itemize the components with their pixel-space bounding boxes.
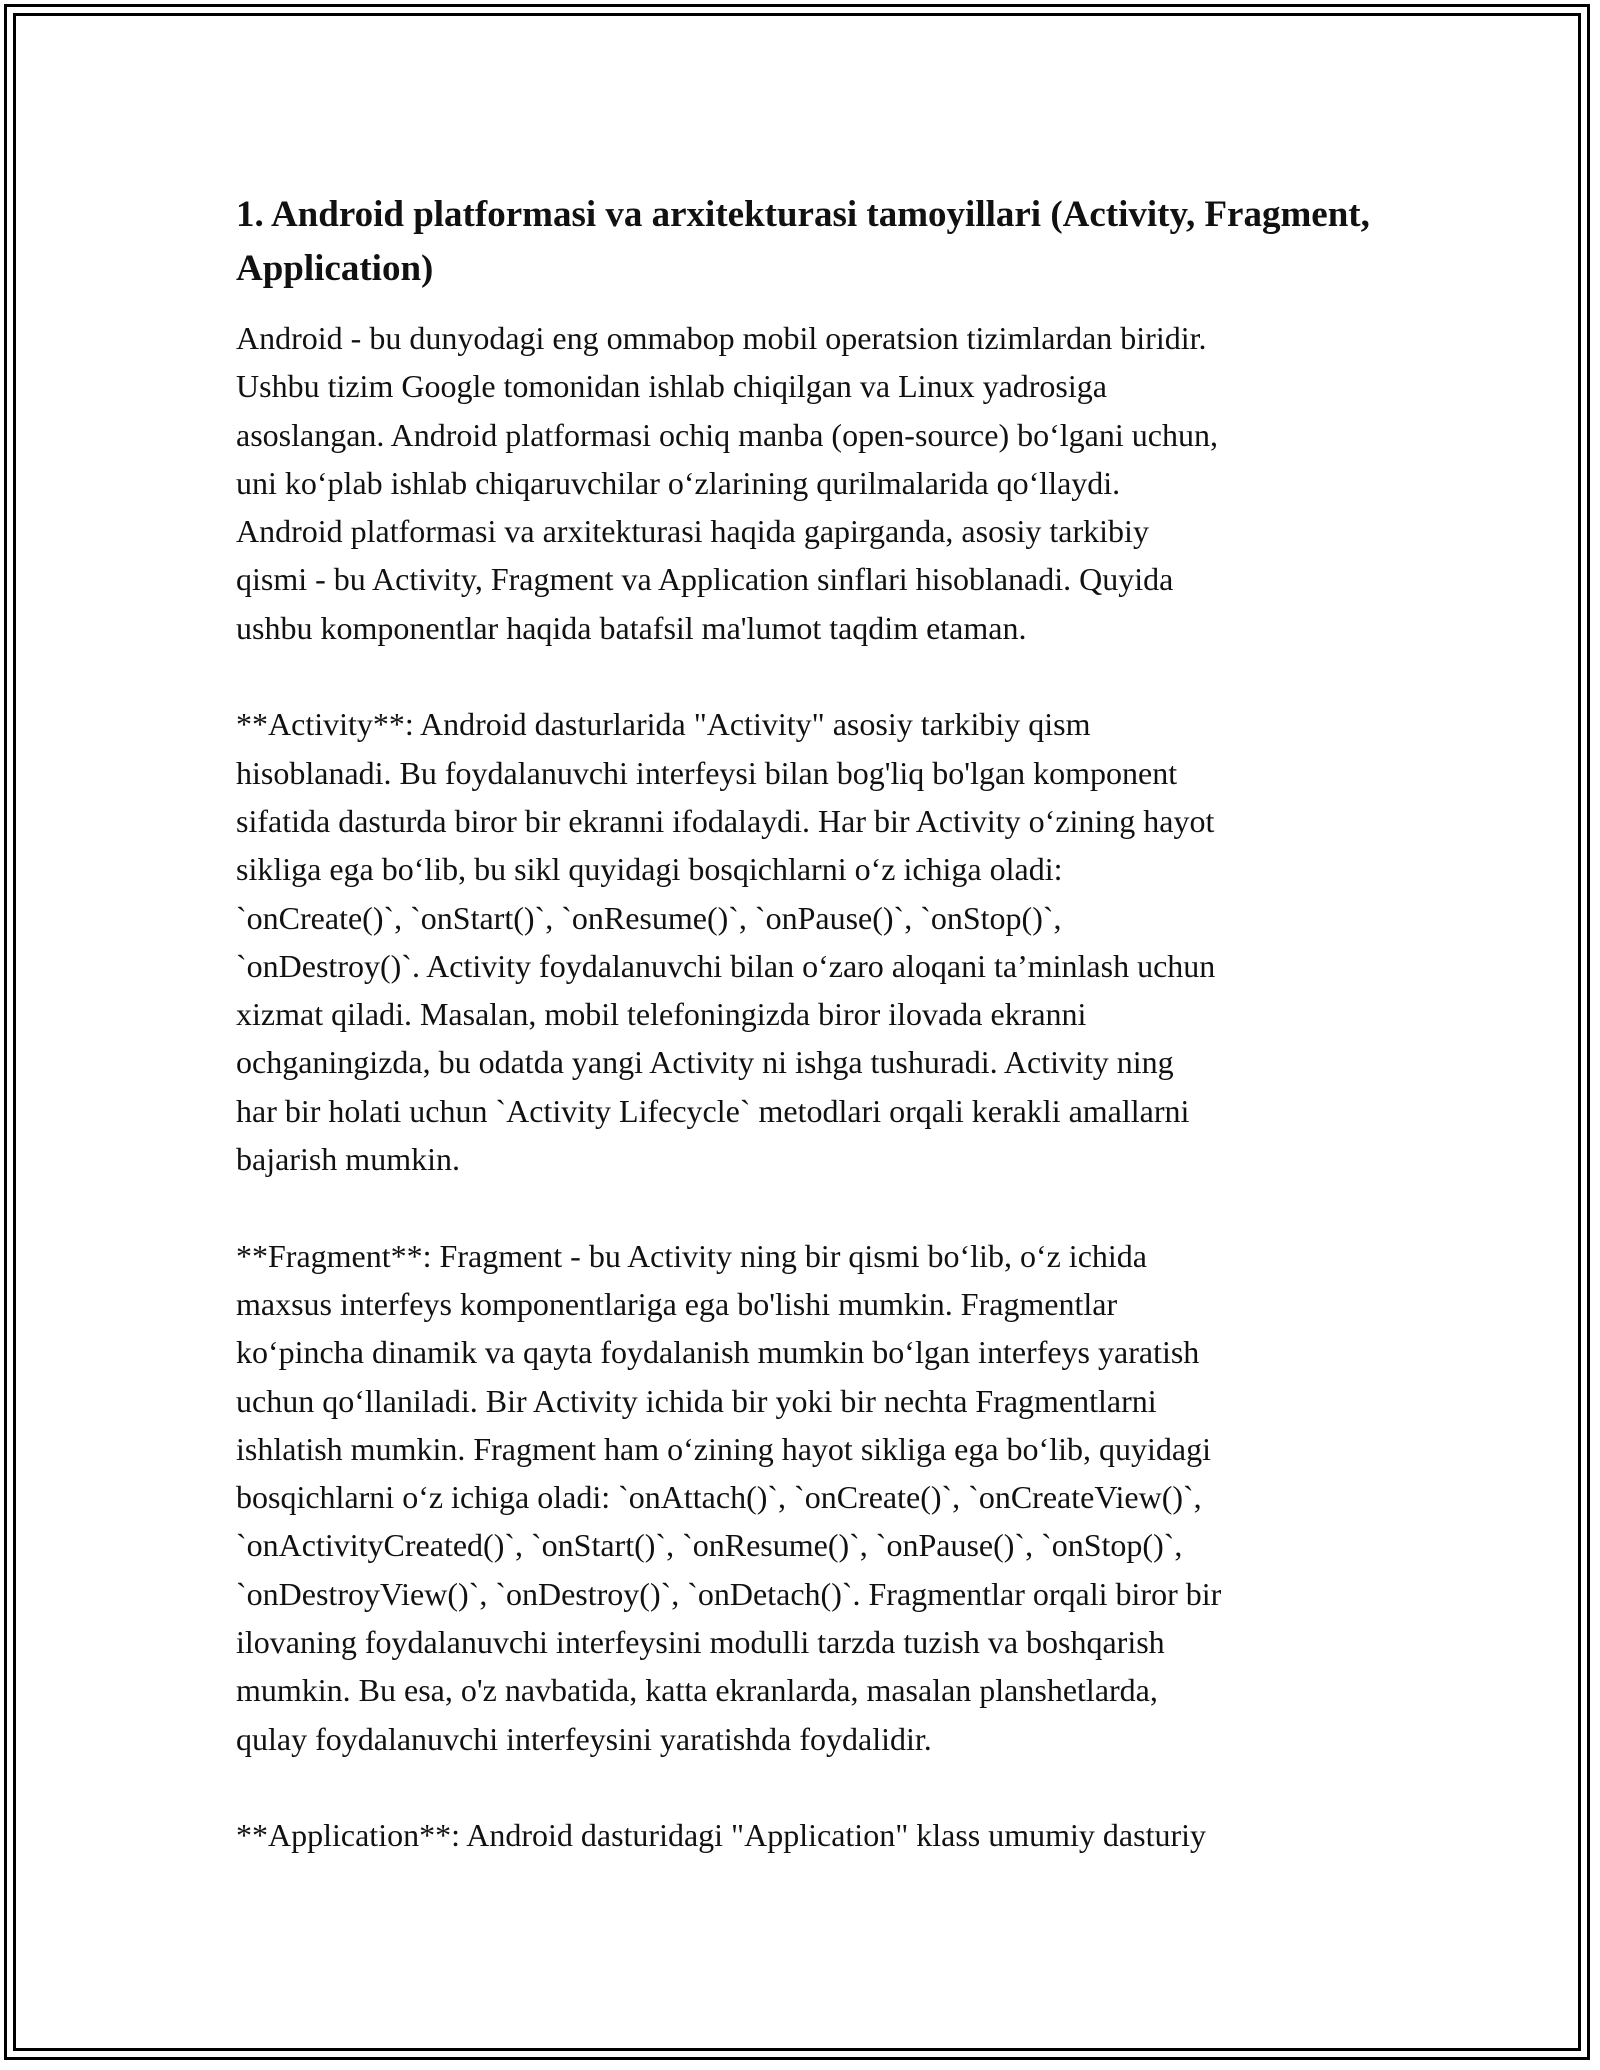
- document-title: 1. Android platformasi va arxitekturasi tamoyillari (Activity, Fragment, Application): [236, 194, 1370, 289]
- paragraph-fragment: **Fragment**: Fragment - bu Activity ning bir qismi boʻlib, oʻz ichida maxsus interfeys komponentlariga ega bo'lishi mumkin. Fragmentlar koʻpincha dinamik va qayta foydalanish mumkin boʻlgan interfeys yaratish uchun qoʻllaniladi. Bir Activity ichida bir yoki bir nechta Fragmentlarni ishlatish mumkin. Fragment ham oʻzining hayot sikliga ega boʻlib, quyidagi bosqichlarni oʻz ichiga oladi: `onAttach()`, `onCreate()`, `onCreateView()`, `onActivityCreated()`, `onStart()`, `onResume()`, `onPause()`, `onStop()`, `onDestroyView()`, `onDestroy()`, `onDetach()`. Fragmentlar orqali biror bir ilovaning foydalanuvchi interfeysini modulli tarzda tuzish va boshqarish mumkin. Bu esa, o'z navbatida, katta ekranlarda, masalan planshetlarda, qulay foydalanuvchi interfeysini yaratishda foydalidir.: [236, 1237, 1222, 1757]
- paragraph-intro: Android - bu dunyodagi eng ommabop mobil operatsion tizimlardan biridir. Ushbu tizim Google tomonidan ishlab chiqilgan va Linux yadrosiga asoslangan. Android platformasi ochiq manba (open-source) boʻlgani uchun, uni koʻplab ishlab chiqaruvchilar oʻzlarining qurilmalarida qoʻllaydi. Android platformasi va arxitekturasi haqida gapirganda, asosiy tarkibiy qismi - bu Activity, Fragment va Application sinflari hisoblanadi. Quyida ushbu komponentlar haqida batafsil ma'lumot taqdim etaman.: [236, 320, 1218, 646]
- paragraph-activity: **Activity**: Android dasturlarida "Activity" asosiy tarkibiy qism hisoblanadi. Bu foydalanuvchi interfeysi bilan bog'liq bo'lgan komponent sifatida dasturda biror bir ekranni ifodalaydi. Har bir Activity oʻzining hayot sikliga ega boʻlib, bu sikl quyidagi bosqichlarni oʻz ichiga oladi: `onCreate()`, `onStart()`, `onResume()`, `onPause()`, `onStop()`, `onDestroy()`. Activity foydalanuvchi bilan oʻzaro aloqani ta’minlash uchun xizmat qiladi. Masalan, mobil telefoningizda biror ilovada ekranni ochganingizda, bu odatda yangi Activity ni ishga tushuradi. Activity ning har bir holati uchun `Activity Lifecycle` metodlari orqali kerakli amallarni bajarish mumkin.: [236, 706, 1216, 1178]
- paragraph-application: **Application**: Android dasturidagi "Application" klass umumiy dasturiy: [236, 1817, 1207, 1854]
- document-body: [236, 188, 1386, 1908]
